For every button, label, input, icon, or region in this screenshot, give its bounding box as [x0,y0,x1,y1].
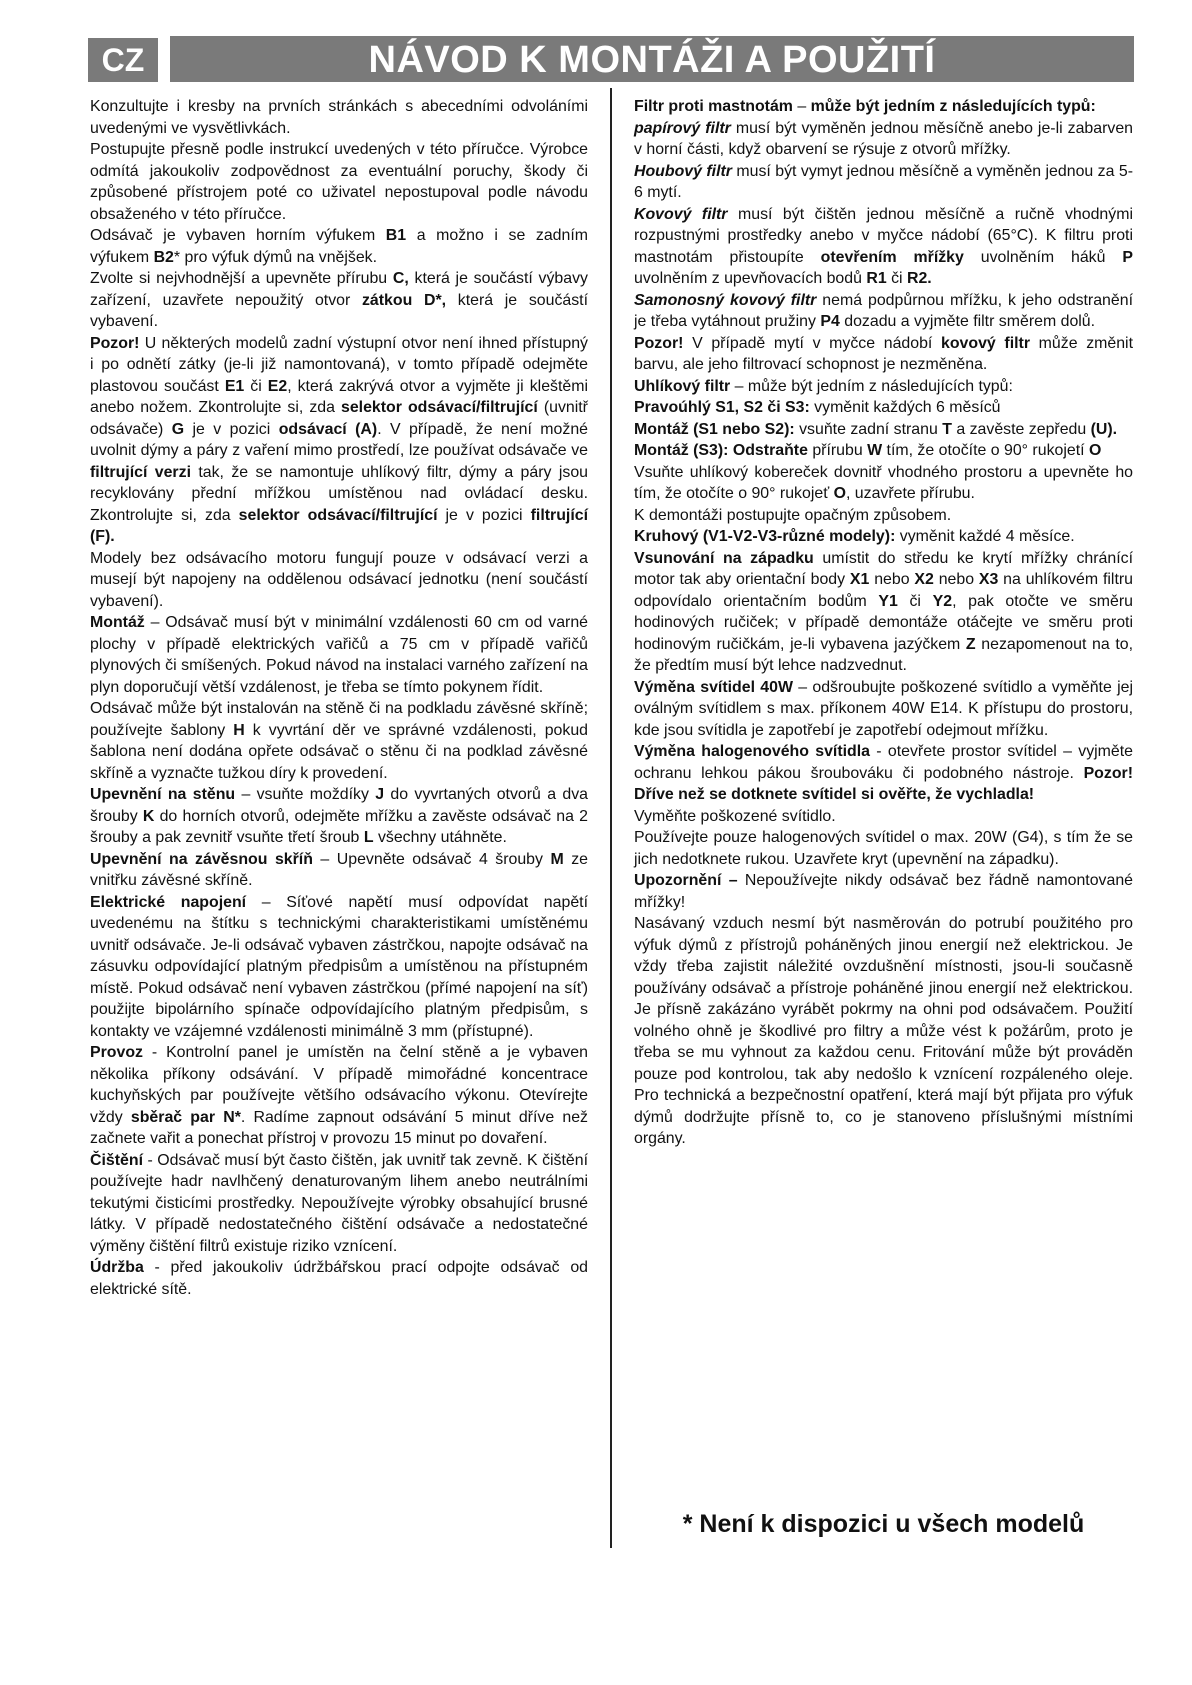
paragraph: Odsávač může být instalován na stěně či na podkladu závěsné skříně; používejte šablony H k vyvrtání děr ve správné vzdálenosti, pokud šablona není dodána opřete odsávač o stěnu či na podklad závěsné skříně a vyznačte tužkou díry k provedení. [90,700,588,782]
paragraph: Upozornění – Nepoužívejte nikdy odsávač bez řádně namontované mřížky! [634,872,1133,911]
paragraph: Zvolte si nejvhodnější a upevněte přírubu C, která je součástí výbavy zařízení, uzavřete nepoužitý otvor zátkou D*, která je součástí vybavení. [90,270,588,330]
paragraph: Provoz - Kontrolní panel je umístěn na čelní stěně a je vybaven několika příkony odsávání. V případě mimořádné koncentrace kuchyňských par používejte většího odsávacího výkonu. Otevírejte vždy sběrač par N*. Radíme zapnout odsávání 5 minut dříve než začnete vařit a ponechat přístroj v provozu 15 minut po dovaření. [90,1044,588,1147]
paragraph: Montáž (S1 nebo S2): vsuňte zadní stranu T a zavěste zepředu (U). [634,420,1118,438]
availability-footnote: * Není k dispozici u všech modelů [682,1510,1085,1538]
paragraph: Samonosný kovový filtr nemá podpůrnou mřížku, k jeho odstranění je třeba vytáhnout pružiny P4 dozadu a vyjměte filtr směrem dolů. [634,291,1133,330]
paragraph: Montáž (S3): Odstraňte přírubu W tím, že otočíte o 90° rukojetí O [634,442,1102,459]
paragraph: Filtr proti mastnotám – může být jedním z následujících typů: [634,98,1096,115]
paragraph: Postupujte přesně podle instrukcí uvedených v této příručce. Výrobce odmítá jakoukoliv zodpovědnost za eventuální poruchy, škody či způsobené přístrojem poté co uživatel nepostupoval podle návodu obsaženého v této příručce. [90,141,588,223]
paragraph: Výměna halogenového svítidla - otevřete prostor svítidel – vyjměte ochranu lehkou pákou šroubováku či podobného nástroje. Pozor! Dříve než se dotknete svítidel si ověřte, že vychladla! [634,743,1133,803]
paragraph: Vsuňte uhlíkový kobereček dovnitř vhodného prostoru a upevněte ho tím, že otočíte o 90° rukojeť O, uzavřete přírubu. [634,463,1133,502]
paragraph: Kovový filtr musí být čištěn jednou měsíčně a ručně vhodnými rozpustnými prostředky anebo v myčce nádobí (65°C). K filtru proti mastnotám přistoupíte otevřením mřížky uvolněním háků P uvolněním z upevňovacích bodů R1 či R2. [634,205,1133,287]
paragraph: Montáž – Odsávač musí být v minimální vzdálenosti 60 cm od varné plochy v případě elektrických vařičů a 75 cm v případě vařičů plynových či smíšených. Pokud návod na instalaci varného zařízení na plyn doporučují větší vzdálenost, je třeba se tímto pokynem řídit. [90,614,588,696]
paragraph: Kruhový (V1-V2-V3-různé modely): vyměnit každé 4 měsíce. [634,528,1075,545]
left-column [90,96,588,1300]
paragraph: Pravoúhlý S1, S2 či S3: vyměnit každých 6 měsíců [634,399,1001,416]
paragraph: Houbový filtr musí být vymyt jednou měsíčně a vyměněn jednou za 5-6 mytí. [634,162,1133,201]
paragraph: papírový filtr musí být vyměněn jednou měsíčně anebo je-li zabarven v horní části, když obarvení se rýsuje z otvorů mřížky. [634,119,1134,158]
paragraph: Modely bez odsávacího motoru fungují pouze v odsávací verzi a musejí být napojeny na oddělenou odsávací jednotku (není součástí vybavení). [90,549,588,610]
language-badge: CZ [88,38,158,82]
paragraph: Vyměňte poškozené svítidlo. [634,807,836,825]
paragraph: Upevnění na závěsnou skříň – Upevněte odsávač 4 šrouby M ze vnitřku závěsné skříně. [90,850,588,889]
paragraph: Údržba - před jakoukoliv údržbářskou prací odpojte odsávač od elektrické sítě. [90,1259,588,1298]
paragraph: Vsunování na západku umístit do středu ke krytí mřížky chránící motor tak aby orientační body X1 nebo X2 nebo X3 na uhlíkovém filtru odpovídalo orientačním bodům Y1 či Y2, pak otočte ve směru hodinových ručiček; v případě demontáže otáčejte ve směru proti hodinovým ručičkám, je-li vybavena jazýčkem Z nezapomenout na to, že předtím musí být lehce nadzvednut. [634,549,1133,674]
paragraph: Výměna svítidel 40W – odšroubujte poškozené svítidlo a vyměňte jej oválným svítidlem s max. příkonem 40W E14. K přístupu do prostoru, kde jsou svítidla je zapotřebí je zapotřebí odejmout mřížku. [634,678,1133,739]
paragraph: Upevnění na stěnu – vsuňte moždíky J do vyvrtaných otvorů a dva šrouby K do horních otvorů, odejměte mřížku a zavěste odsávač na 2 šrouby a pak zevnitř vsuňte třetí šroub L všechny utáhněte. [90,786,588,846]
paragraph: Elektrické napojení – Síťové napětí musí odpovídat napětí uvedenému na štítku s technickými charakteristikami umístěnému uvnitř odsávače. Je-li odsávač vybaven zástrčkou, napojte odsávač na zásuvku odpovídající platným předpisům a umístěnou na přístupném místě. Pokud odsávač není vybaven zástrčkou (přímé napojení na síť) použijte bipolárního spínače odpovídajícího platným předpisům, s kontakty ve vzájemné vzdálenosti minimálně 3 mm (přístupné). [90,893,588,1040]
paragraph: Uhlíkový filtr – může být jedním z následujících typů: [634,377,1013,395]
paragraph: Odsávač je vybaven horním výfukem B1 a možno i se zadním výfukem B2* pro výfuk dýmů na vnějšek. [90,227,588,266]
paragraph: K demontáži postupujte opačným způsobem. [634,506,952,524]
intro-paragraph: Konzultujte i kresby na prvních stránkách s abecedními odvoláními uvedenými ve vysvětlivkách. [90,98,588,137]
paragraph: Pozor! V případě mytí v myčce nádobí kovový filtr může změnit barvu, ale jeho filtrovací schopnost je nezměněna. [634,334,1134,373]
paragraph: Používejte pouze halogenových svítidel o max. 20W (G4), s tím že se jich nedotknete rukou. Uzavřete kryt (upevnění na západku). [634,829,1133,868]
paragraph: Čištění - Odsávač musí být často čištěn, jak uvnitř tak zevně. K čištění používejte hadr navlhčený denaturovaným lihem anebo neutrálními tekutými čisticími prostředky. Nepoužívejte výrobky obsahující brusné látky. V případě nedostatečného čištění odsávače a nedostatečné výměny čištění filtrů existuje riziko vznícení. [90,1151,588,1255]
page-title: NÁVOD K MONTÁŽI A POUŽITÍ [170,36,1134,82]
column-divider [610,88,612,1548]
right-column [634,96,1133,1150]
paragraph: Nasávaný vzduch nesmí být nasměrován do potrubí použitého pro výfuk dýmů z přístrojů poháněných jinou energií než elektrickou. Je vždy třeba zajistit náležité ovzdušnění místnosti, jsou-li současně používány odsávač a přístroje poháněné jinou energií než elektrickou. Je přísně zakázáno vyrábět pokrmy na ohni pod odsávačem. Použití volného ohně je škodlivé pro filtry a může vést k požárům, proto je třeba se mu vyhnout za každou cenu. Fritování může být prováděn pouze pod kontrolou, tak aby nedošlo k vznícení rozpáleného oleje. Pro technická a bezpečnostní opatření, která mají být přijata pro výfuk dýmů dodržujte přísně to, co je stanoveno příslušnými místními orgány. [634,915,1133,1147]
warning-paragraph: Pozor! U některých modelů zadní výstupní otvor není ihned přístupný i po odnětí zátky (je-li již namontovaná), v tomto případě odejměte plastovou součást E1 či E2, která zakrývá otvor a vyjměte ji kleštěmi anebo nožem. Zkontrolujte si, zda selektor odsávací/filtrující (uvnitř odsávače) G je v pozici odsávací (A). V případě, že není možné uvolnit dýmy a páry z vaření mimo prostředí, lze používat odsávače ve filtrující verzi tak, že se namontuje uhlíkový filtr, dýmy a páry jsou recyklovány přední mřížkou umístěnou nad ovládací desku. Zkontrolujte si, zda selektor odsávací/filtrující je v pozici filtrující (F). [90,334,588,545]
